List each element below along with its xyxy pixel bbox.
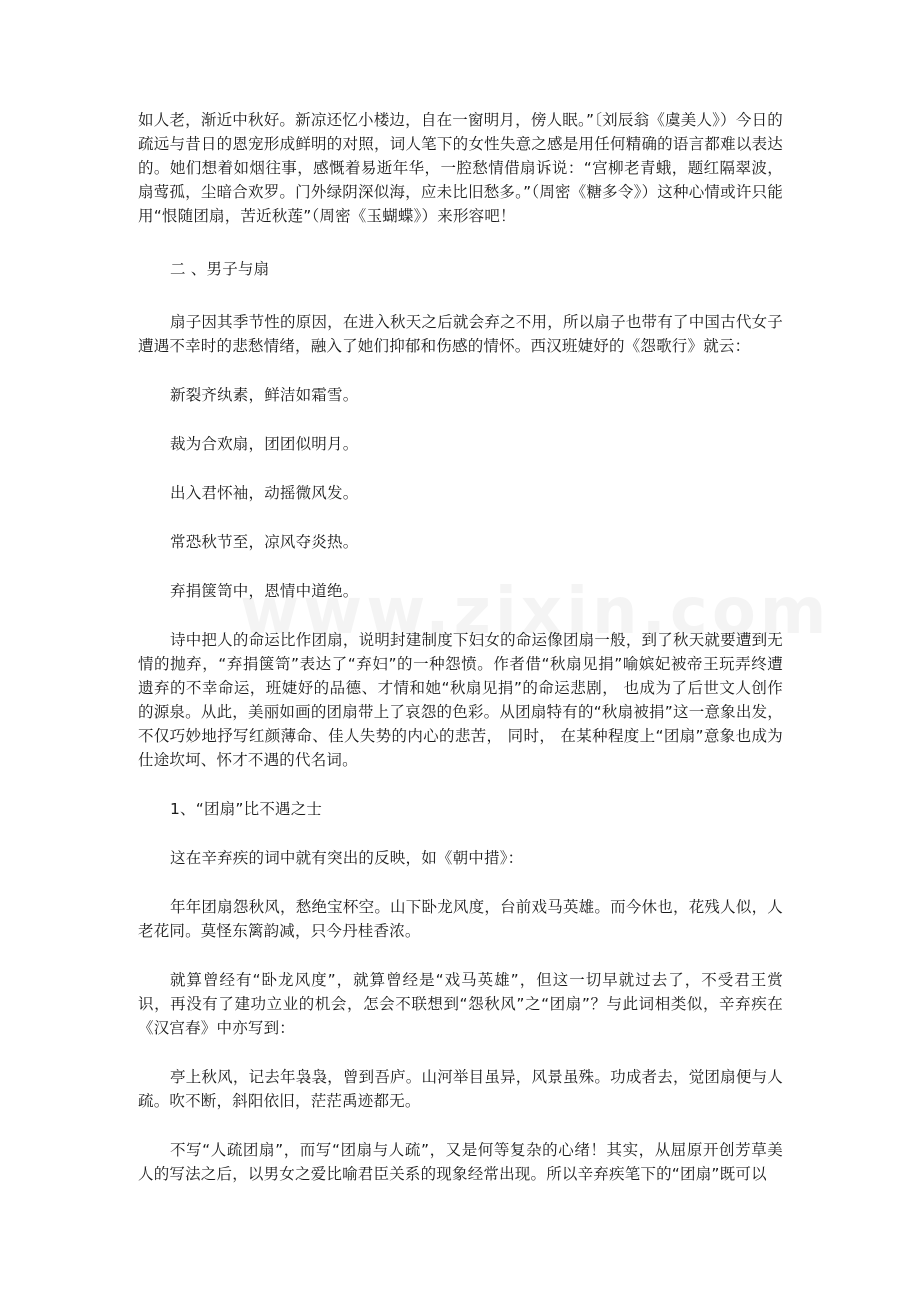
paragraph-zhaozhongcuo-analysis: 就算曾经有“卧龙风度”，就算曾经是“戏马英雄”，但这一切早就过去了，不受君王赏识，再没有了建功立业的机会，怎会不联想到“怨秋风”之“团扇”？与此词相类似，辛弃疾在《汉宫春》中亦写到：	[138, 971, 783, 1037]
section-heading-men-and-fans: 二 、男子与扇	[170, 260, 270, 278]
paragraph-poem-analysis: 诗中把人的命运比作团扇，说明封建制度下妇女的命运像团扇一般，到了秋天就要遭到无情的抛弃，“弃捐箧笥”表达了“弃妇”的一种怨愤。作者借“秋扇见捐”喻嫔妃被帝王玩弄终遭遗弃的不幸命运，班婕妤的品德、才情和她“秋扇见捐”的命运悲剧， 也成为了后世文人创作的源泉。从此，美丽如画的团扇带上了哀怨的色彩。从团扇特有的“秋扇被捐”这一意象出发，不仅巧妙地抒写红颜薄命、佳人失势的内心的悲苦， 同时， 在某种程度上“团扇”意象也成为仕途坎坷、怀才不遇的代名词。	[138, 631, 783, 769]
poem-line-2: 裁为合欢扇，团团似明月。	[170, 435, 359, 453]
paragraph-hangongchun-quote: 亭上秋风，记去年袅袅，曾到吾庐。山河举目虽异，风景虽殊。功成者去，觉团扇便与人疏。吹不断，斜阳依旧，茫茫禹迹都无。	[138, 1068, 783, 1110]
subsection-heading-unrecognized-scholar: 1、“团扇”比不遇之士	[170, 800, 323, 818]
document-body	[138, 108, 783, 1186]
poem-line-3: 出入君怀袖，动摇微风发。	[170, 484, 359, 502]
poem-line-5: 弃捐箧笥中，恩情中道绝。	[170, 582, 359, 600]
paragraph-closing: 不写“人疏团扇”，而写“团扇与人疏”，又是何等复杂的心绪！其实，从屈原开创芳草美人的写法之后，以男女之爱比喻君臣关系的现象经常出现。所以辛弃疾笔下的“团扇”既可以	[138, 1141, 783, 1183]
poem-line-1: 新裂齐纨素，鲜洁如霜雪。	[170, 386, 359, 404]
paragraph-xin-qiji-intro: 这在辛弃疾的词中就有突出的反映，如《朝中措》：	[170, 849, 524, 867]
paragraph-fan-seasonality: 扇子因其季节性的原因，在进入秋天之后就会弃之不用，所以扇子也带有了中国古代女子遭遇不幸时的悲愁情绪，融入了她们抑郁和伤感的情怀。西汉班婕妤的《怨歌行》就云：	[138, 313, 783, 355]
paragraph-zhaozhongcuo-quote: 年年团扇怨秋风，愁绝宝杯空。山下卧龙风度，台前戏马英雄。而今休也，花残人似，人老花同。莫怪东篱韵减，只今丹桂香浓。	[138, 898, 783, 940]
poem-line-4: 常恐秋节至，凉风夺炎热。	[170, 533, 359, 551]
paragraph-opening-continuation: 如人老，渐近中秋好。新凉还忆小楼边，自在一窗明月，傍人眠。”〔刘辰翁《虞美人》）今日的疏远与昔日的恩宠形成鲜明的对照，词人笔下的女性失意之感是用任何精确的语言都难以表达的。她们想着如烟往事，感慨着易逝年华，一腔愁情借扇诉说：“宫柳老青蛾，题红隔翠波，扇莺孤，尘暗合欢罗。门外绿阴深似海，应未比旧愁多。”（周密《糖多令》）这种心情或许只能用“恨随团扇，苦近秋莲”（周密《玉蝴蝶》）来形容吧！	[138, 111, 783, 225]
